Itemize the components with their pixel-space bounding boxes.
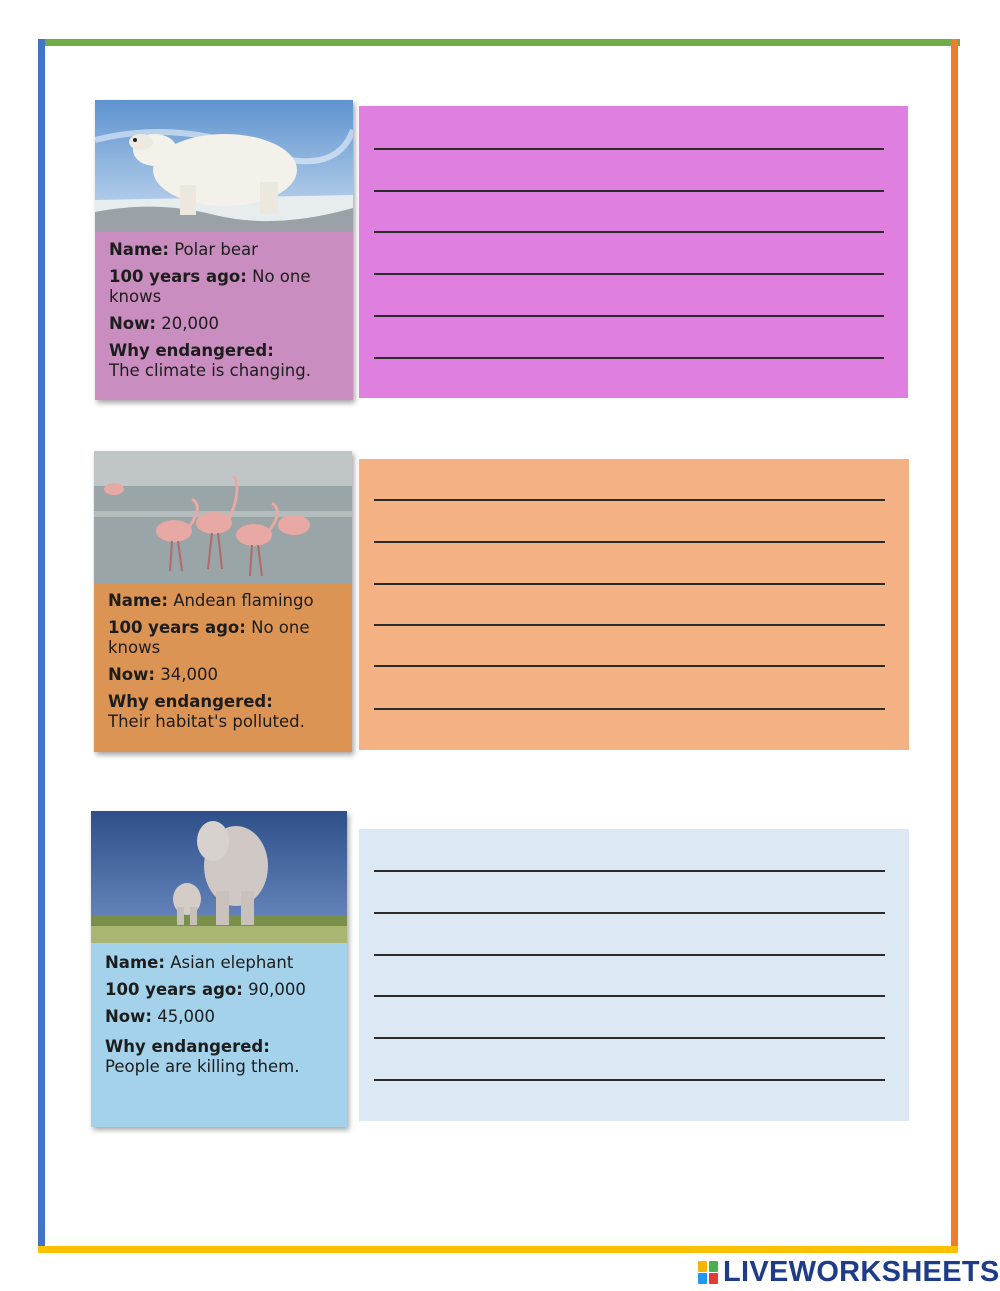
- answer-line[interactable]: [374, 954, 885, 956]
- frame-left-border: [38, 39, 45, 1253]
- answer-line[interactable]: [374, 1037, 885, 1039]
- polar-bear-photo: [95, 100, 353, 232]
- frame-right-border: [951, 39, 958, 1253]
- answer-box-flamingo[interactable]: [359, 459, 909, 750]
- animal-card-elephant: [91, 811, 347, 1127]
- answer-line[interactable]: [374, 912, 885, 914]
- answer-line[interactable]: [374, 357, 884, 359]
- card-why-endangered: Why endangered: Their habitat's polluted.: [108, 692, 305, 731]
- card-100-years-ago: 100 years ago: 90,000: [105, 980, 306, 999]
- answer-line[interactable]: [374, 499, 885, 501]
- answer-line[interactable]: [374, 583, 885, 585]
- card-name: Name: Andean flamingo: [108, 591, 314, 610]
- flamingo-photo: [94, 451, 352, 583]
- answer-line[interactable]: [374, 1079, 885, 1081]
- animal-card-flamingo: [94, 451, 352, 752]
- answer-line[interactable]: [374, 148, 884, 150]
- answer-line[interactable]: [374, 315, 884, 317]
- frame-bottom-border: [38, 1246, 958, 1253]
- answer-line[interactable]: [374, 665, 885, 667]
- answer-box-polar-bear[interactable]: [359, 106, 908, 398]
- answer-line[interactable]: [374, 708, 885, 710]
- card-now: Now: 20,000: [109, 314, 219, 333]
- answer-line[interactable]: [374, 624, 885, 626]
- card-100-years-ago: 100 years ago: No one knows: [108, 618, 310, 657]
- animal-card-polar-bear: [95, 100, 353, 400]
- liveworksheets-logo: [698, 1256, 1000, 1288]
- answer-line[interactable]: [374, 870, 885, 872]
- card-now: Now: 45,000: [105, 1007, 215, 1026]
- answer-line[interactable]: [374, 995, 885, 997]
- answer-line[interactable]: [374, 273, 884, 275]
- elephant-photo: [91, 811, 347, 943]
- answer-line[interactable]: [374, 190, 884, 192]
- answer-line[interactable]: [374, 231, 884, 233]
- liveworksheets-logo-text: LIVEWORKSHEETS: [723, 1255, 1000, 1288]
- card-why-endangered: Why endangered: The climate is changing.: [109, 341, 311, 380]
- card-why-endangered: Why endangered: People are killing them.: [105, 1037, 300, 1076]
- answer-box-elephant[interactable]: [359, 829, 909, 1121]
- frame-top-border: [38, 39, 960, 46]
- card-now: Now: 34,000: [108, 665, 218, 684]
- answer-line[interactable]: [374, 541, 885, 543]
- card-name: Name: Polar bear: [109, 240, 258, 259]
- card-name: Name: Asian elephant: [105, 953, 294, 972]
- card-100-years-ago: 100 years ago: No one knows: [109, 267, 311, 306]
- liveworksheets-logo-icon: [698, 1259, 720, 1285]
